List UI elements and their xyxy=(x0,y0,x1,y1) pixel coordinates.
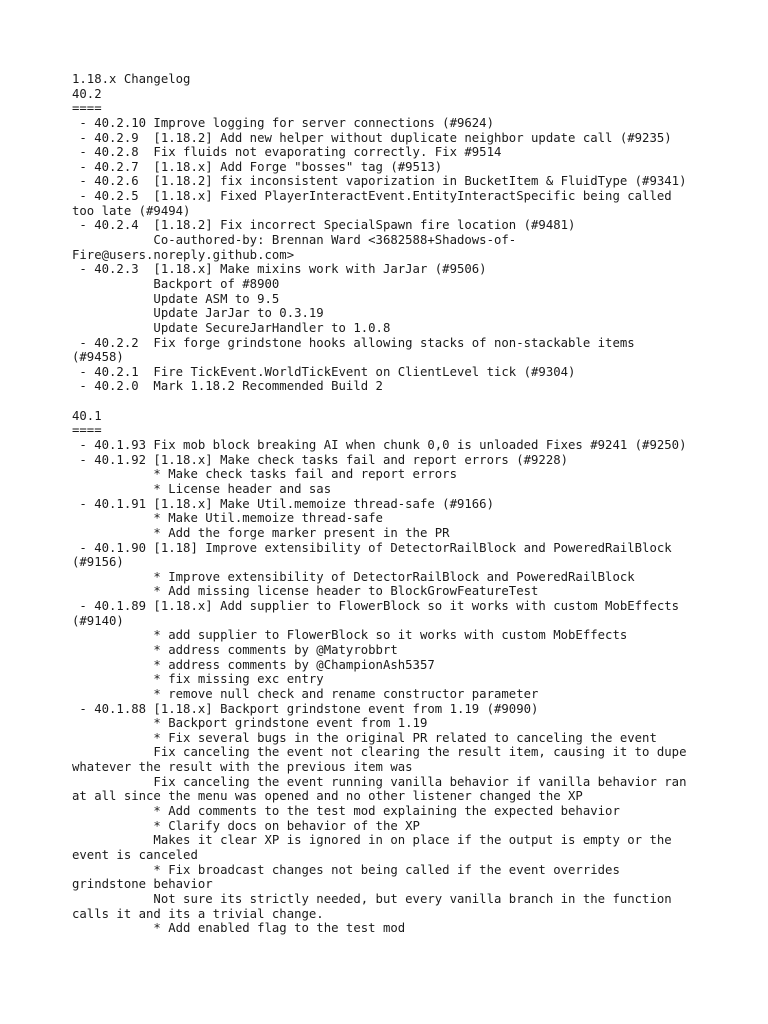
changelog-line: ==== xyxy=(72,423,102,438)
changelog-line: - 40.2.10 Improve logging for server connections (#9624) xyxy=(72,115,494,130)
changelog-line: * Backport grindstone event from 1.19 xyxy=(72,716,428,731)
changelog-text xyxy=(72,72,712,936)
changelog-line: Co-authored-by: Brennan Ward <3682588+Shadows-of- xyxy=(72,233,517,248)
changelog-line: * License header and sas xyxy=(72,481,332,496)
changelog-line: * remove null check and rename constructor parameter xyxy=(72,686,539,701)
changelog-line: too late (#9494) xyxy=(72,203,191,218)
changelog-line: event is canceled xyxy=(72,847,198,862)
changelog-line xyxy=(72,394,712,409)
changelog-line: - 40.2.3 [1.18.x] Make mixins work with JarJar (#9506) xyxy=(72,262,487,277)
changelog-line: Update SecureJarHandler to 1.0.8 xyxy=(72,320,391,335)
changelog-line: - 40.1.93 Fix mob block breaking AI when chunk 0,0 is unloaded Fixes #9241 (#9250) xyxy=(72,438,687,453)
changelog-line: whatever the result with the previous item was xyxy=(72,760,413,775)
changelog-line: - 40.2.1 Fire TickEvent.WorldTickEvent on ClientLevel tick (#9304) xyxy=(72,364,576,379)
changelog-line: * Fix broadcast changes not being called if the event overrides xyxy=(72,862,620,877)
changelog-line: Fix canceling the event not clearing the result item, causing it to dupe xyxy=(72,745,687,760)
changelog-line: (#9140) xyxy=(72,613,124,628)
changelog-line: - 40.2.0 Mark 1.18.2 Recommended Build 2 xyxy=(72,379,383,394)
changelog-line: Fire@users.noreply.github.com> xyxy=(72,247,295,262)
changelog-line: - 40.2.4 [1.18.2] Fix incorrect SpecialSpawn fire location (#9481) xyxy=(72,218,576,233)
changelog-line: - 40.1.90 [1.18] Improve extensibility of DetectorRailBlock and PoweredRailBlock xyxy=(72,540,672,555)
changelog-line: - 40.1.92 [1.18.x] Make check tasks fail and report errors (#9228) xyxy=(72,452,569,467)
changelog-line: Makes it clear XP is ignored in on place if the output is empty or the xyxy=(72,833,672,848)
changelog-line: at all since the menu was opened and no other listener changed the XP xyxy=(72,789,583,804)
changelog-line: Update JarJar to 0.3.19 xyxy=(72,306,324,321)
changelog-line: - 40.2.9 [1.18.2] Add new helper without duplicate neighbor update call (#9235) xyxy=(72,130,672,145)
changelog-line: 40.2 xyxy=(72,86,102,101)
changelog-line: * Make check tasks fail and report errors xyxy=(72,467,457,482)
changelog-line: Fix canceling the event running vanilla behavior if vanilla behavior ran xyxy=(72,774,687,789)
changelog-line: * Add enabled flag to the test mod xyxy=(72,921,406,936)
changelog-line: * Clarify docs on behavior of the XP xyxy=(72,818,420,833)
changelog-line: calls it and its a trivial change. xyxy=(72,906,324,921)
changelog-line: 1.18.x Changelog xyxy=(72,72,191,86)
changelog-line: - 40.1.91 [1.18.x] Make Util.memoize thread-safe (#9166) xyxy=(72,496,494,511)
changelog-line: - 40.1.89 [1.18.x] Add supplier to FlowerBlock so it works with custom MobEffects xyxy=(72,599,680,614)
changelog-line: * Add comments to the test mod explaining the expected behavior xyxy=(72,804,620,819)
changelog-line: - 40.2.6 [1.18.2] fix inconsistent vaporization in BucketItem & FluidType (#9341) xyxy=(72,174,687,189)
changelog-line: (#9156) xyxy=(72,555,124,570)
changelog-line: ==== xyxy=(72,101,102,116)
changelog-line: - 40.2.2 Fix forge grindstone hooks allowing stacks of non-stackable items xyxy=(72,335,635,350)
changelog-line: * Add missing license header to BlockGrowFeatureTest xyxy=(72,584,539,599)
changelog-line: * add supplier to FlowerBlock so it works with custom MobEffects xyxy=(72,628,628,643)
changelog-line: - 40.2.5 [1.18.x] Fixed PlayerInteractEvent.EntityInteractSpecific being called xyxy=(72,189,672,204)
changelog-line: Update ASM to 9.5 xyxy=(72,291,280,306)
changelog-line: Not sure its strictly needed, but every vanilla branch in the function xyxy=(72,891,672,906)
changelog-line: * Fix several bugs in the original PR related to canceling the event xyxy=(72,730,657,745)
changelog-line: * Add the forge marker present in the PR xyxy=(72,525,450,540)
changelog-line: * Make Util.memoize thread-safe xyxy=(72,511,383,526)
changelog-line: * address comments by @Matyrobbrt xyxy=(72,642,398,657)
changelog-line: 40.1 xyxy=(72,408,102,423)
changelog-line: (#9458) xyxy=(72,350,124,365)
changelog-line: * address comments by @ChampionAsh5357 xyxy=(72,657,435,672)
changelog-line: - 40.2.8 Fix fluids not evaporating correctly. Fix #9514 xyxy=(72,145,502,160)
changelog-line: * Improve extensibility of DetectorRailBlock and PoweredRailBlock xyxy=(72,569,635,584)
changelog-line: - 40.2.7 [1.18.x] Add Forge "bosses" tag (#9513) xyxy=(72,159,443,174)
changelog-line: grindstone behavior xyxy=(72,877,213,892)
changelog-line: - 40.1.88 [1.18.x] Backport grindstone event from 1.19 (#9090) xyxy=(72,701,539,716)
changelog-line: Backport of #8900 xyxy=(72,276,280,291)
changelog-line: * fix missing exc entry xyxy=(72,672,324,687)
